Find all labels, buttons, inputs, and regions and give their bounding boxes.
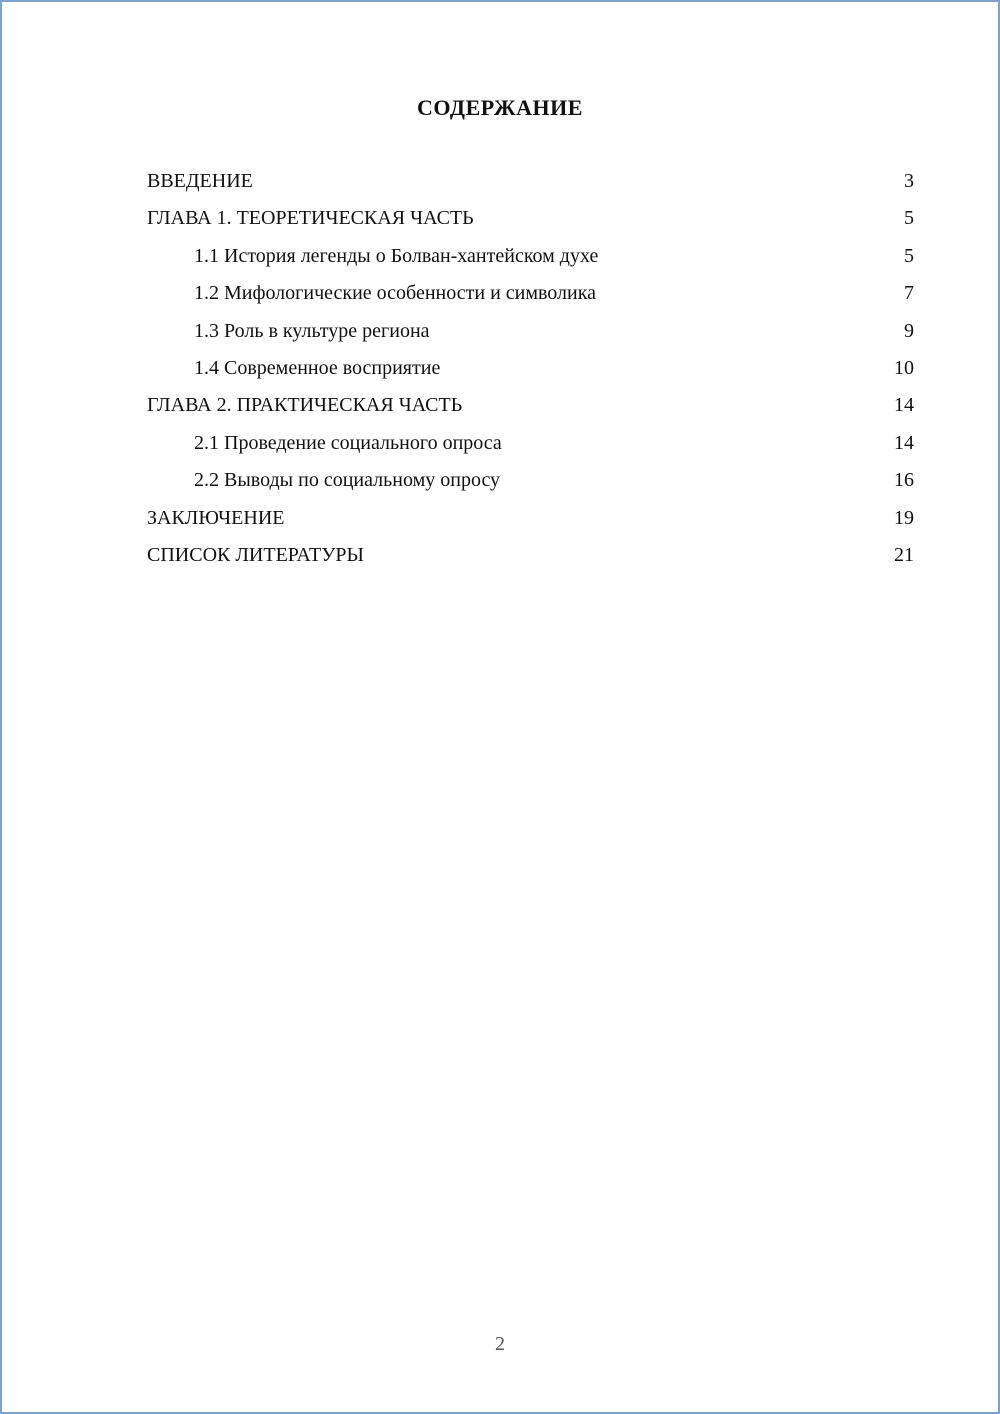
toc-entry[interactable] (147, 163, 914, 200)
toc-entry-label: 1.2 Мифологические особенности и символика (194, 282, 597, 305)
toc-entry-page-number: 5 (904, 207, 914, 230)
footer-page-number: 2 (495, 1333, 505, 1355)
toc-entry-page-number: 16 (894, 469, 914, 492)
toc-entry[interactable] (147, 387, 914, 424)
toc-entry-page-number: 19 (894, 506, 914, 529)
toc-entry[interactable] (147, 350, 914, 387)
toc-entry-page-number: 7 (904, 282, 914, 305)
page-title: СОДЕРЖАНИЕ (417, 95, 583, 120)
toc-entry-page-number: 10 (894, 357, 914, 380)
toc-entry-label: 1.4 Современное восприятие (194, 357, 441, 380)
toc-entry-label: ЗАКЛЮЧЕНИЕ (147, 506, 285, 529)
toc-entry-label: 1.3 Роль в культуре региона (194, 319, 430, 342)
table-of-contents (147, 163, 914, 574)
toc-entry-page-number: 14 (894, 431, 914, 454)
toc-entry[interactable] (147, 500, 914, 537)
toc-entry-label: СПИСОК ЛИТЕРАТУРЫ (147, 544, 364, 567)
toc-entry[interactable] (147, 313, 914, 350)
toc-entry-page-number: 9 (904, 319, 914, 342)
toc-entry[interactable] (147, 537, 914, 574)
toc-entry-label: 2.1 Проведение социального опроса (194, 431, 502, 454)
toc-entry-label: ВВЕДЕНИЕ (147, 170, 253, 192)
toc-entry[interactable] (147, 275, 914, 312)
toc-entry-page-number: 14 (894, 394, 914, 417)
toc-entry[interactable] (147, 425, 914, 462)
toc-entry-label: 2.2 Выводы по социальному опросу (194, 469, 501, 492)
toc-entry-label: ГЛАВА 2. ПРАКТИЧЕСКАЯ ЧАСТЬ (147, 394, 463, 417)
toc-entry-label: ГЛАВА 1. ТЕОРЕТИЧЕСКАЯ ЧАСТЬ (147, 207, 474, 230)
toc-entry[interactable] (147, 462, 914, 499)
toc-entry-label: 1.1 История легенды о Болван-хантейском духе (194, 244, 599, 267)
toc-entry-page-number: 5 (904, 244, 914, 267)
toc-entry-page-number: 3 (904, 170, 914, 192)
toc-entry[interactable] (147, 238, 914, 275)
toc-entry-page-number: 21 (894, 544, 914, 567)
toc-entry[interactable] (147, 200, 914, 237)
